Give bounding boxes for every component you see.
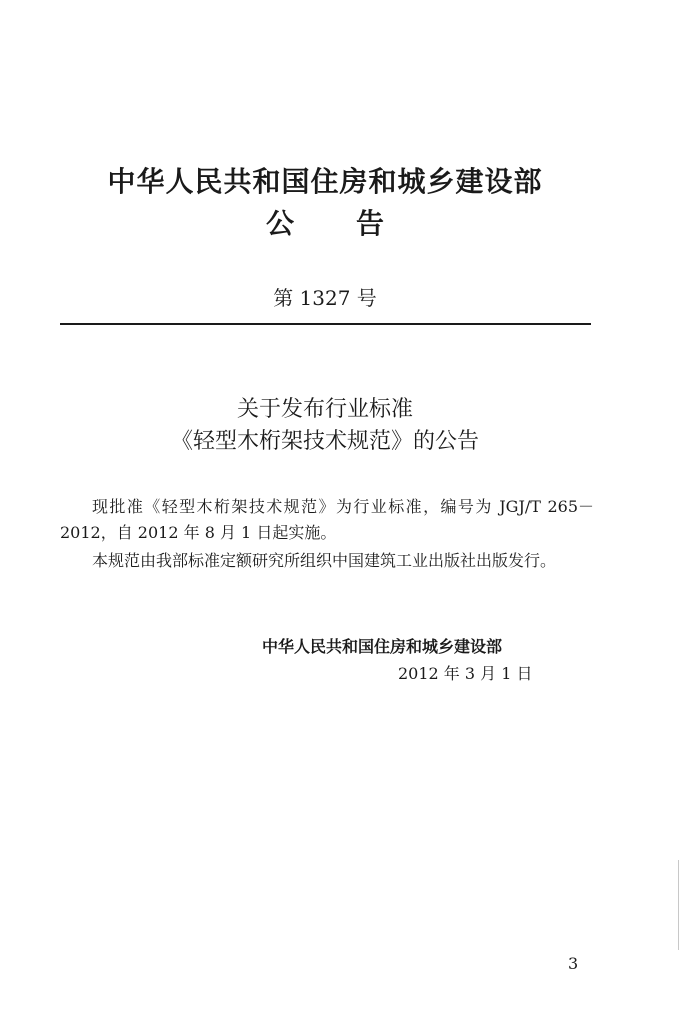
scan-edge-mark: [678, 860, 679, 950]
subject-line-1: 关于发布行业标准: [236, 397, 413, 422]
body-paragraph-2: 本规范由我部标准定额研究所组织中国建筑工业出版社出版发行。: [92, 551, 557, 570]
body-paragraph-1: 现批准《轻型木桁架技术规范》为行业标准，编号为 JGJ/T 265－2012，自 2012 年 8 月 1 日起实施。: [60, 497, 594, 542]
ministry-title: 中华人民共和国住房和城乡建设部: [107, 165, 543, 198]
header-divider: [60, 323, 591, 325]
notice-number: 第 1327 号: [273, 286, 377, 310]
notice-title: 公告: [265, 207, 446, 240]
issuer-signature: 中华人民共和国住房和城乡建设部: [262, 637, 503, 656]
issue-date: 2012 年 3 月 1 日: [398, 664, 533, 683]
subject-line-2: 《轻型木桁架技术规范》的公告: [170, 429, 479, 454]
page-number: 3: [568, 954, 579, 973]
